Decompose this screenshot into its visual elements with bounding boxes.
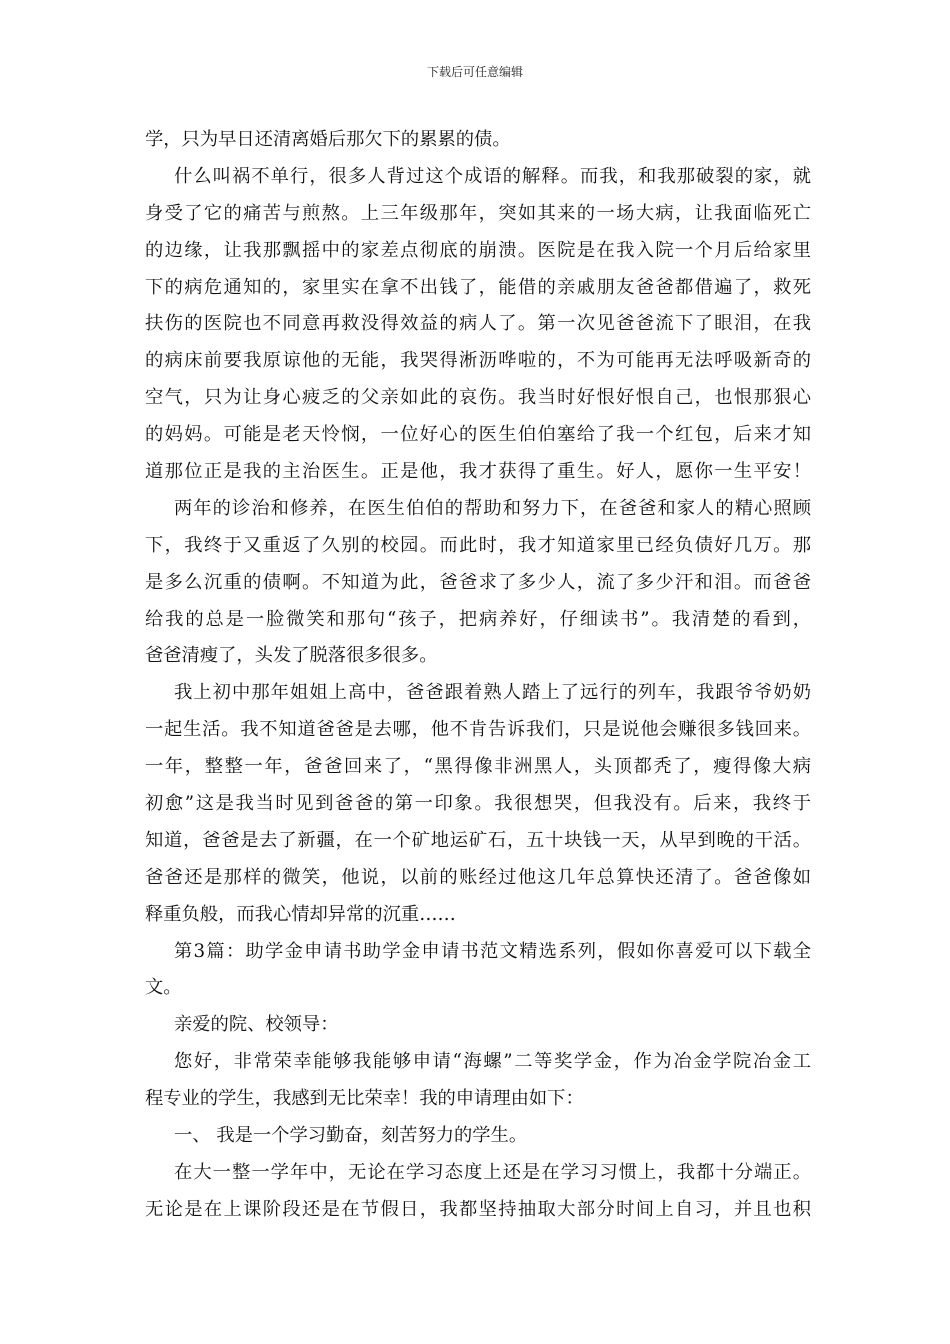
document-body bbox=[145, 122, 811, 1229]
text-line: 程专业的学生，我感到无比荣幸！我的申请理由如下： bbox=[145, 1088, 584, 1110]
text-line: 扶伤的医院也不同意再救没得效益的病人了。第一次见爸爸流下了眼泪，在我 bbox=[145, 313, 811, 335]
text-line: 一起生活。我不知道爸爸是去哪，他不肯告诉我们，只是说他会赚很多钱回来。 bbox=[145, 719, 811, 741]
text-line: 亲爱的院、校领导： bbox=[174, 1014, 339, 1036]
text-line: 爸爸清瘦了，头发了脱落很多很多。 bbox=[145, 645, 438, 667]
text-line: 下，我终于又重返了久别的校园。而此时，我才知道家里已经负债好几万。那 bbox=[145, 534, 811, 556]
text-line: 无论是在上课阶段还是在节假日，我都坚持抽取大部分时间上自习，并且也积 bbox=[145, 1198, 811, 1220]
text-line: 道那位正是我的主治医生。正是他，我才获得了重生。好人，愿你一生平安！ bbox=[145, 461, 811, 483]
text-line: 您好，非常荣幸能够我能够申请“海螺”二等奖学金，作为冶金学院冶金工 bbox=[174, 1051, 811, 1073]
text-line: 在大一整一学年中，无论在学习态度上还是在学习习惯上，我都十分端正。 bbox=[174, 1161, 811, 1183]
text-line: 的病床前要我原谅他的无能，我哭得淅沥哗啦的，不为可能再无法呼吸新奇的 bbox=[145, 350, 811, 372]
text-line: 下的病危通知的，家里实在拿不出钱了，能借的亲戚朋友爸爸都借遍了，救死 bbox=[145, 276, 811, 298]
text-line: 我上初中那年姐姐上高中，爸爸跟着熟人踏上了远行的列车，我跟爷爷奶奶 bbox=[174, 682, 811, 704]
page-header: 下载后可任意编辑 bbox=[426, 65, 523, 79]
text-line: 一、 我是一个学习勤奋，刻苦努力的学生。 bbox=[174, 1125, 528, 1147]
text-line: 的妈妈。可能是老天怜悯，一位好心的医生伯伯塞给了我一个红包，后来才知 bbox=[145, 424, 811, 446]
text-line: 一年，整整一年，爸爸回来了，“黑得像非洲黑人，头顶都秃了，瘦得像大病 bbox=[145, 756, 811, 778]
text-line: 空气，只为让身心疲乏的父亲如此的哀伤。我当时好恨好恨自己，也恨那狠心 bbox=[145, 387, 811, 409]
text-line: 知道，爸爸是去了新疆，在一个矿地运矿石，五十块钱一天，从早到晚的干活。 bbox=[145, 829, 811, 851]
text-line: 两年的诊治和修养，在医生伯伯的帮助和努力下，在爸爸和家人的精心照顾 bbox=[174, 497, 811, 519]
text-line: 第3篇：助学金申请书助学金申请书范文精选系列，假如你喜爱可以下载全 bbox=[174, 940, 811, 962]
text-line: 文。 bbox=[145, 977, 182, 999]
text-line: 学，只为早日还清离婚后那欠下的累累的债。 bbox=[145, 129, 511, 150]
text-line: 的边缘，让我那飘摇中的家差点彻底的崩溃。医院是在我入院一个月后给家里 bbox=[145, 239, 811, 261]
text-line: 爸爸还是那样的微笑，他说，以前的账经过他这几年总算快还清了。爸爸像如 bbox=[145, 866, 811, 888]
text-line: 是多么沉重的债啊。不知道为此，爸爸求了多少人，流了多少汗和泪。而爸爸 bbox=[145, 571, 811, 593]
text-line: 身受了它的痛苦与煎熬。上三年级那年，突如其来的一场大病，让我面临死亡 bbox=[145, 202, 811, 224]
text-line: 释重负般，而我心情却异常的沉重…… bbox=[145, 903, 456, 925]
text-line: 给我的总是一脸微笑和那句“孩子，把病养好，仔细读书”。我清楚的看到， bbox=[145, 608, 811, 630]
text-line: 什么叫祸不单行，很多人背过这个成语的解释。而我，和我那破裂的家，就 bbox=[174, 165, 811, 187]
text-line: 初愈”这是我当时见到爸爸的第一印象。我很想哭，但我没有。后来，我终于 bbox=[145, 793, 811, 815]
